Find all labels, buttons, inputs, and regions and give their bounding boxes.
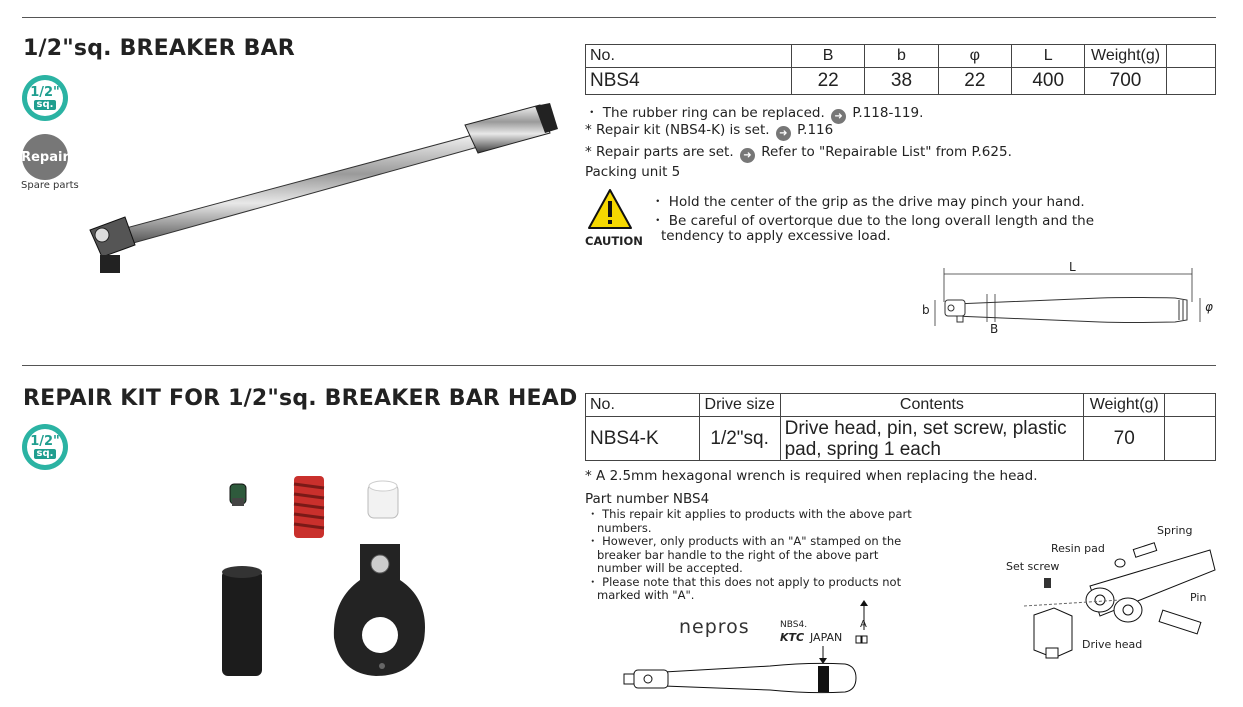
section2-title: REPAIR KIT FOR 1/2"sq. BREAKER BAR HEAD bbox=[23, 386, 578, 411]
note2-ref: P.116 bbox=[797, 122, 834, 138]
repair-kit-table bbox=[585, 393, 1216, 461]
size-badge bbox=[22, 75, 68, 121]
stamp-ktc: KTC bbox=[780, 631, 805, 644]
cell-no: NBS4 bbox=[586, 68, 792, 95]
col-blank bbox=[1166, 45, 1215, 68]
table-row bbox=[586, 68, 1216, 95]
dim-label-B: B bbox=[990, 322, 999, 336]
col-b: b bbox=[865, 45, 938, 68]
repair-badge: Repair bbox=[22, 134, 68, 180]
size-badge-top: 1/2" bbox=[30, 85, 60, 100]
size-badge-top: 1/2" bbox=[30, 434, 60, 449]
col-weight: Weight(g) bbox=[1085, 45, 1166, 68]
col-L: L bbox=[1012, 45, 1085, 68]
bullet-list bbox=[587, 508, 917, 603]
dim-label-L: L bbox=[1069, 260, 1076, 274]
label-resin-pad: Resin pad bbox=[1051, 542, 1105, 555]
cell-contents: Drive head, pin, set screw, plastic pad, spring 1 each bbox=[780, 417, 1084, 461]
section-divider bbox=[22, 365, 1216, 366]
spec-table-header bbox=[586, 45, 1216, 68]
size-badge-bottom: sq. bbox=[34, 100, 57, 110]
bullet-3: ・ Please note that this does not apply to products not marked with "A". bbox=[587, 574, 902, 602]
stamp-japan: JAPAN bbox=[810, 631, 843, 644]
note-repair-kit bbox=[585, 122, 833, 141]
spec-table bbox=[585, 44, 1216, 95]
col-phi: φ bbox=[938, 45, 1011, 68]
page-ref-arrow-icon: ➜ bbox=[831, 109, 846, 124]
cell-blank bbox=[1166, 68, 1215, 95]
stamp-a: A bbox=[860, 619, 867, 630]
label-drive-head: Drive head bbox=[1082, 638, 1143, 651]
note-repair-parts bbox=[585, 144, 1012, 163]
breaker-bar-photo bbox=[80, 95, 570, 285]
size-badge bbox=[22, 424, 68, 470]
label-pin: Pin bbox=[1190, 591, 1207, 604]
label-set-screw: Set screw bbox=[1006, 560, 1060, 573]
bullet-1: ・ This repair kit applies to products with the above part numbers. bbox=[587, 507, 912, 535]
repair-kit-table-header bbox=[586, 394, 1216, 417]
caution-line-3: tendency to apply excessive load. bbox=[661, 228, 891, 244]
handle-drawing bbox=[620, 600, 870, 700]
dim-label-phi: φ bbox=[1205, 300, 1213, 314]
cell-phi: 22 bbox=[938, 68, 1011, 95]
nepros-logo: nepros bbox=[679, 616, 750, 638]
col-drive-size: Drive size bbox=[699, 394, 780, 417]
caution-line-1: ・ Hold the center of the grip as the drive may pinch your hand. bbox=[651, 194, 1085, 210]
cell-blank bbox=[1165, 417, 1216, 461]
note-rubber-ring bbox=[585, 101, 923, 124]
cell-weight: 70 bbox=[1084, 417, 1165, 461]
cell-no: NBS4-K bbox=[586, 417, 700, 461]
note3-ref: Refer to "Repairable List" from P.625. bbox=[761, 144, 1012, 160]
part-number: Part number NBS4 bbox=[585, 491, 710, 507]
col-no: No. bbox=[586, 394, 700, 417]
col-blank bbox=[1165, 394, 1216, 417]
caution-icon bbox=[587, 188, 633, 230]
col-weight: Weight(g) bbox=[1084, 394, 1165, 417]
dim-label-b: b bbox=[922, 303, 930, 317]
repair-badge-caption: Spare parts bbox=[21, 180, 79, 191]
note2-text: * Repair kit (NBS4-K) is set. bbox=[585, 122, 770, 138]
note-wrench: * A 2.5mm hexagonal wrench is required when replacing the head. bbox=[585, 468, 1038, 484]
stamp-nbs4: NBS4. bbox=[780, 620, 808, 630]
repair-kit-photo bbox=[210, 470, 450, 690]
col-no: No. bbox=[586, 45, 792, 68]
note3-text: * Repair parts are set. bbox=[585, 144, 734, 160]
col-contents: Contents bbox=[780, 394, 1084, 417]
page-ref-arrow-icon: ➜ bbox=[776, 126, 791, 141]
note1-text: ・ The rubber ring can be replaced. bbox=[585, 105, 825, 121]
note-packing: Packing unit 5 bbox=[585, 164, 681, 180]
table-row bbox=[586, 417, 1216, 461]
cell-drive-size: 1/2"sq. bbox=[699, 417, 780, 461]
page-ref-arrow-icon: ➜ bbox=[740, 148, 755, 163]
cell-weight: 700 bbox=[1085, 68, 1166, 95]
top-rule bbox=[22, 17, 1216, 18]
cell-B: 22 bbox=[791, 68, 864, 95]
col-B: B bbox=[791, 45, 864, 68]
bullet-2: ・ However, only products with an "A" stamped on the breaker bar handle to the right of the above part number will be accepted. bbox=[587, 534, 902, 575]
section1-title: 1/2"sq. BREAKER BAR bbox=[23, 36, 295, 61]
note1-ref: P.118-119. bbox=[852, 105, 924, 121]
size-badge-bottom: sq. bbox=[34, 449, 57, 459]
cell-L: 400 bbox=[1012, 68, 1085, 95]
caution-label: CAUTION bbox=[585, 234, 643, 248]
caution-line-2: ・ Be careful of overtorque due to the long overall length and the bbox=[651, 213, 1095, 229]
label-spring: Spring bbox=[1157, 524, 1193, 537]
cell-b: 38 bbox=[865, 68, 938, 95]
